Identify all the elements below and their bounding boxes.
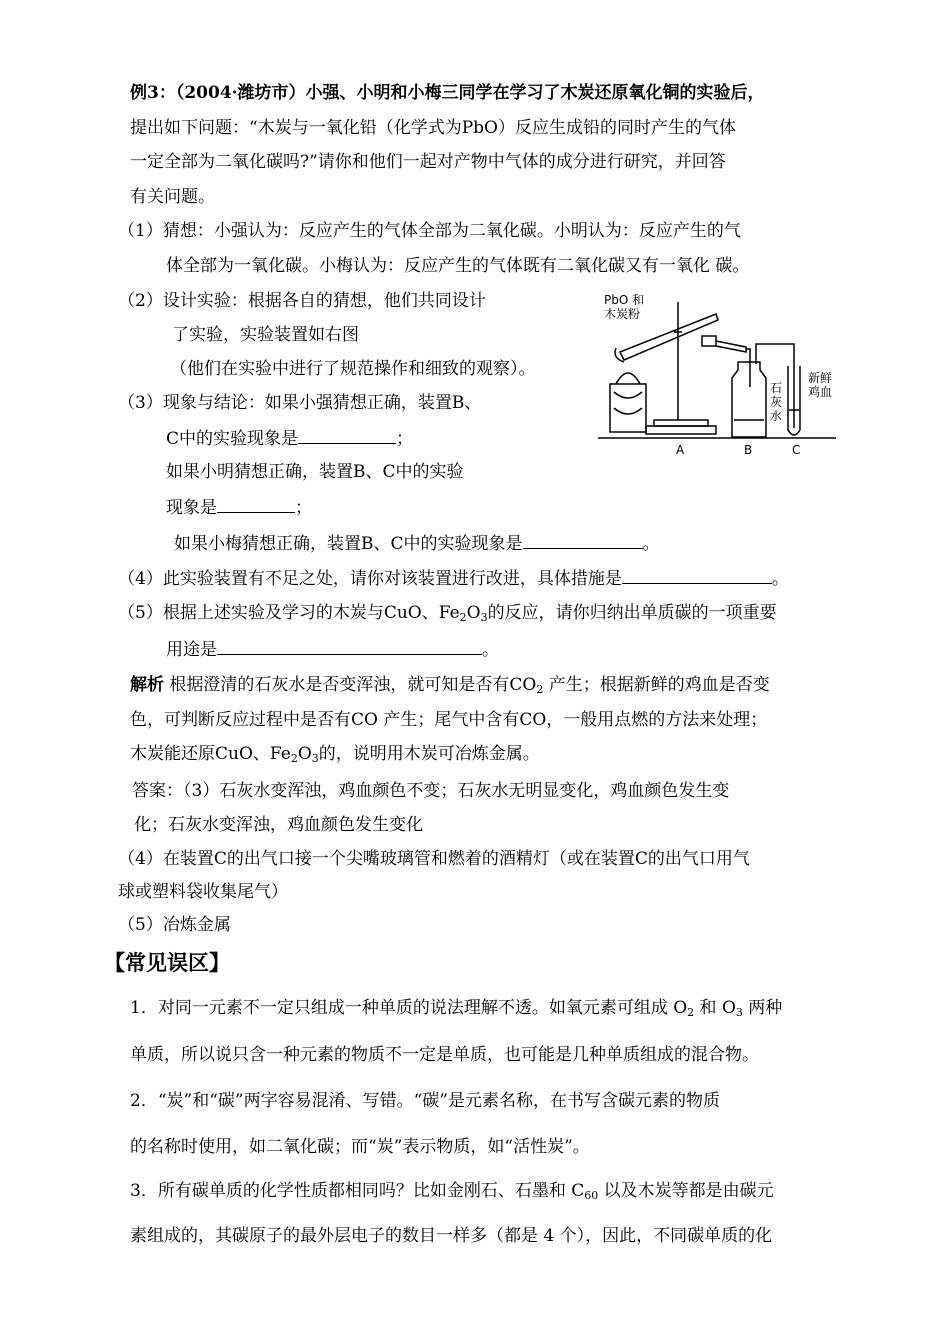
answer-line-3: （4）在装置C的出气口接一个尖嘴玻璃管和燃着的酒精灯（或在装置C的出气口用气 xyxy=(118,849,750,869)
answer-line-5: （5）冶炼金属 xyxy=(118,915,231,935)
label-blood-2: 鸡血 xyxy=(808,385,833,399)
analysis-text-b: 产生；根据新鲜的鸡血是否变 xyxy=(543,675,770,695)
stand-plate xyxy=(654,420,708,426)
analysis-l3-a: 木炭能还原CuO、Fe xyxy=(130,744,291,764)
answer-line-1: 答案：（3）石灰水变浑浊，鸡血颜色不变；石灰水无明显变化，鸡血颜色发生变 xyxy=(132,781,730,801)
stopper xyxy=(702,336,716,346)
analysis-line-1 xyxy=(130,674,770,701)
q3-line-5-end: 。 xyxy=(642,534,660,554)
label-limewater-2: 灰 xyxy=(770,395,783,409)
q5-line-2 xyxy=(166,638,499,661)
point-1-line-2: 单质，所以说只含一种元素的物质不一定是单质，也可能是几种单质组成的混合物。 xyxy=(130,1045,759,1065)
label-limewater-3: 水 xyxy=(770,409,783,423)
tube-end xyxy=(615,348,624,362)
q3-line-5 xyxy=(174,532,660,555)
q5-blank xyxy=(217,638,482,655)
q3-line-2-end: ； xyxy=(396,429,414,449)
analysis-line-2: 色，可判断反应过程中是否有CO 产生；尾气中含有CO，一般用点燃的方法来处理； xyxy=(130,710,768,730)
q4-blank xyxy=(622,567,772,584)
q5-sub-2: 2 xyxy=(459,611,467,624)
point-3-sub: 60 xyxy=(584,1189,599,1202)
label-reactant-2: 木炭粉 xyxy=(604,307,641,321)
q3-line-5-text: 如果小梅猜想正确，装置B、C中的实验现象是 xyxy=(174,534,523,554)
q4-line-1-end: 。 xyxy=(771,569,789,589)
label-reactant-1: PbO 和 xyxy=(604,293,645,307)
q2-line-2: 了实验，实验装置如右图 xyxy=(172,325,359,345)
analysis-sub-2b: 2 xyxy=(290,752,298,765)
q2-line-1: （2）设计实验：根据各自的猜想，他们共同设计 xyxy=(118,291,486,311)
q5-line-2-text: 用途是 xyxy=(166,640,217,660)
q3-line-4 xyxy=(166,496,312,519)
analysis-sub-3: 3 xyxy=(311,752,319,765)
example-line-2: 提出如下问题：“木炭与一氧化铅（化学式为PbO）反应生成铅的同时产生的气体 xyxy=(130,118,736,138)
q5-line-2-end: 。 xyxy=(482,640,499,660)
point-1-c: 两种 xyxy=(742,998,783,1018)
point-3-line-2: 素组成的，其碳原子的最外层电子的数目一样多（都是 4 个），因此，不同碳单质的化 xyxy=(130,1226,773,1246)
example-line-1 xyxy=(130,82,765,104)
analysis-line-3 xyxy=(130,743,540,770)
q5-text-b: O xyxy=(466,603,481,623)
analysis-l3-c: 的，说明用木炭可冶炼金属。 xyxy=(318,744,540,764)
q1-line-1: （1）猜想：小强认为：反应产生的气体全部为二氧化碳。小明认为：反应产生的气 xyxy=(118,221,741,241)
point-2-line-2: 的名称时使用，如二氧化碳；而“炭”表示物质，如“活性炭”。 xyxy=(130,1137,590,1157)
alcohol-lamp xyxy=(610,384,646,432)
point-3-a: 3．所有碳单质的化学性质都相同吗？比如金刚石、石墨和 C xyxy=(130,1181,585,1201)
pipe-to-c xyxy=(756,344,794,366)
point-1-line-1 xyxy=(130,997,782,1024)
analysis-label: 解析 xyxy=(130,675,164,695)
stand-base xyxy=(646,426,716,434)
bottle-b xyxy=(732,362,766,437)
lamp-flame xyxy=(616,373,640,384)
q5-line-1 xyxy=(118,602,777,629)
apparatus-figure xyxy=(598,292,838,462)
answer-line-4: 球或塑料袋收集尾气） xyxy=(118,882,288,902)
q3-line-4-end: ； xyxy=(295,498,312,518)
q3-blank-1 xyxy=(298,427,396,444)
pipe-into-b xyxy=(746,349,750,387)
point-2-line-1: 2．“炭”和“碳”两字容易混淆、写错。“碳”是元素名称，在书写含碳元素的物质 xyxy=(130,1091,720,1111)
point-3-b: 以及木炭等都是由碳元 xyxy=(598,1181,774,1201)
analysis-l3-b: O xyxy=(297,744,312,764)
label-b: B xyxy=(744,443,753,457)
apparatus-drawing xyxy=(598,302,836,438)
lamp-pattern xyxy=(614,392,642,414)
analysis-sub-2: 2 xyxy=(536,683,544,696)
point-1-a: 1．对同一元素不一定只组成一种单质的说法理解不透。如氧元素可组成 O xyxy=(130,998,688,1018)
section-title: 【常见误区】 xyxy=(104,950,230,975)
q3-line-1: （3）现象与结论：如果小强猜想正确，装置B、 xyxy=(118,393,482,413)
analysis-text-a: 根据澄清的石灰水是否变浑浊，就可知是否有CO xyxy=(164,675,537,695)
q3-blank-2 xyxy=(217,496,295,513)
label-limewater-1: 石 xyxy=(770,381,783,395)
q5-sub-3: 3 xyxy=(480,611,488,624)
label-a: A xyxy=(676,443,685,457)
example-line-4: 有关问题。 xyxy=(130,187,215,207)
answer-line-2: 化；石灰水变浑浊，鸡血颜色发生变化 xyxy=(134,815,423,835)
example-line-1-text: 例3：（2004·潍坊市）小强、小明和小梅三同学在学习了木炭还原氧化铜的实验后， xyxy=(130,83,765,103)
label-blood-1: 新鲜 xyxy=(808,371,833,385)
q4-line-1-text: （4）此实验装置有不足之处，请你对该装置进行改进，具体措施是 xyxy=(118,569,622,589)
point-1-sub-2: 2 xyxy=(687,1006,695,1019)
q3-line-3: 如果小明猜想正确，装置B、C中的实验 xyxy=(166,462,464,482)
label-c: C xyxy=(792,443,801,457)
point-3-line-1 xyxy=(130,1180,774,1207)
q3-line-2-text: C中的实验现象是 xyxy=(166,429,299,449)
q3-line-2 xyxy=(166,427,413,450)
q1-line-2: 体全部为一氧化碳。小梅认为：反应产生的气体既有二氧化碳又有一氧化 碳。 xyxy=(166,256,750,276)
connector-pipe xyxy=(716,341,746,352)
example-line-3: 一定全部为二氧化碳吗?”请你和他们一起对产物中气体的成分进行研究，并回答 xyxy=(130,152,726,172)
point-1-b: 和 O xyxy=(694,998,736,1018)
q3-line-4-text: 现象是 xyxy=(166,498,217,518)
q4-line-1 xyxy=(118,567,789,590)
q5-text-a: （5）根据上述实验及学习的木炭与CuO、Fe xyxy=(118,603,460,623)
q3-blank-3 xyxy=(523,532,643,549)
q2-line-3: （他们在实验中进行了规范操作和细致的观察）。 xyxy=(170,359,536,379)
q5-text-c: 的反应，请你归纳出单质碳的一项重要 xyxy=(487,603,777,623)
point-1-sub-3: 3 xyxy=(735,1006,743,1019)
